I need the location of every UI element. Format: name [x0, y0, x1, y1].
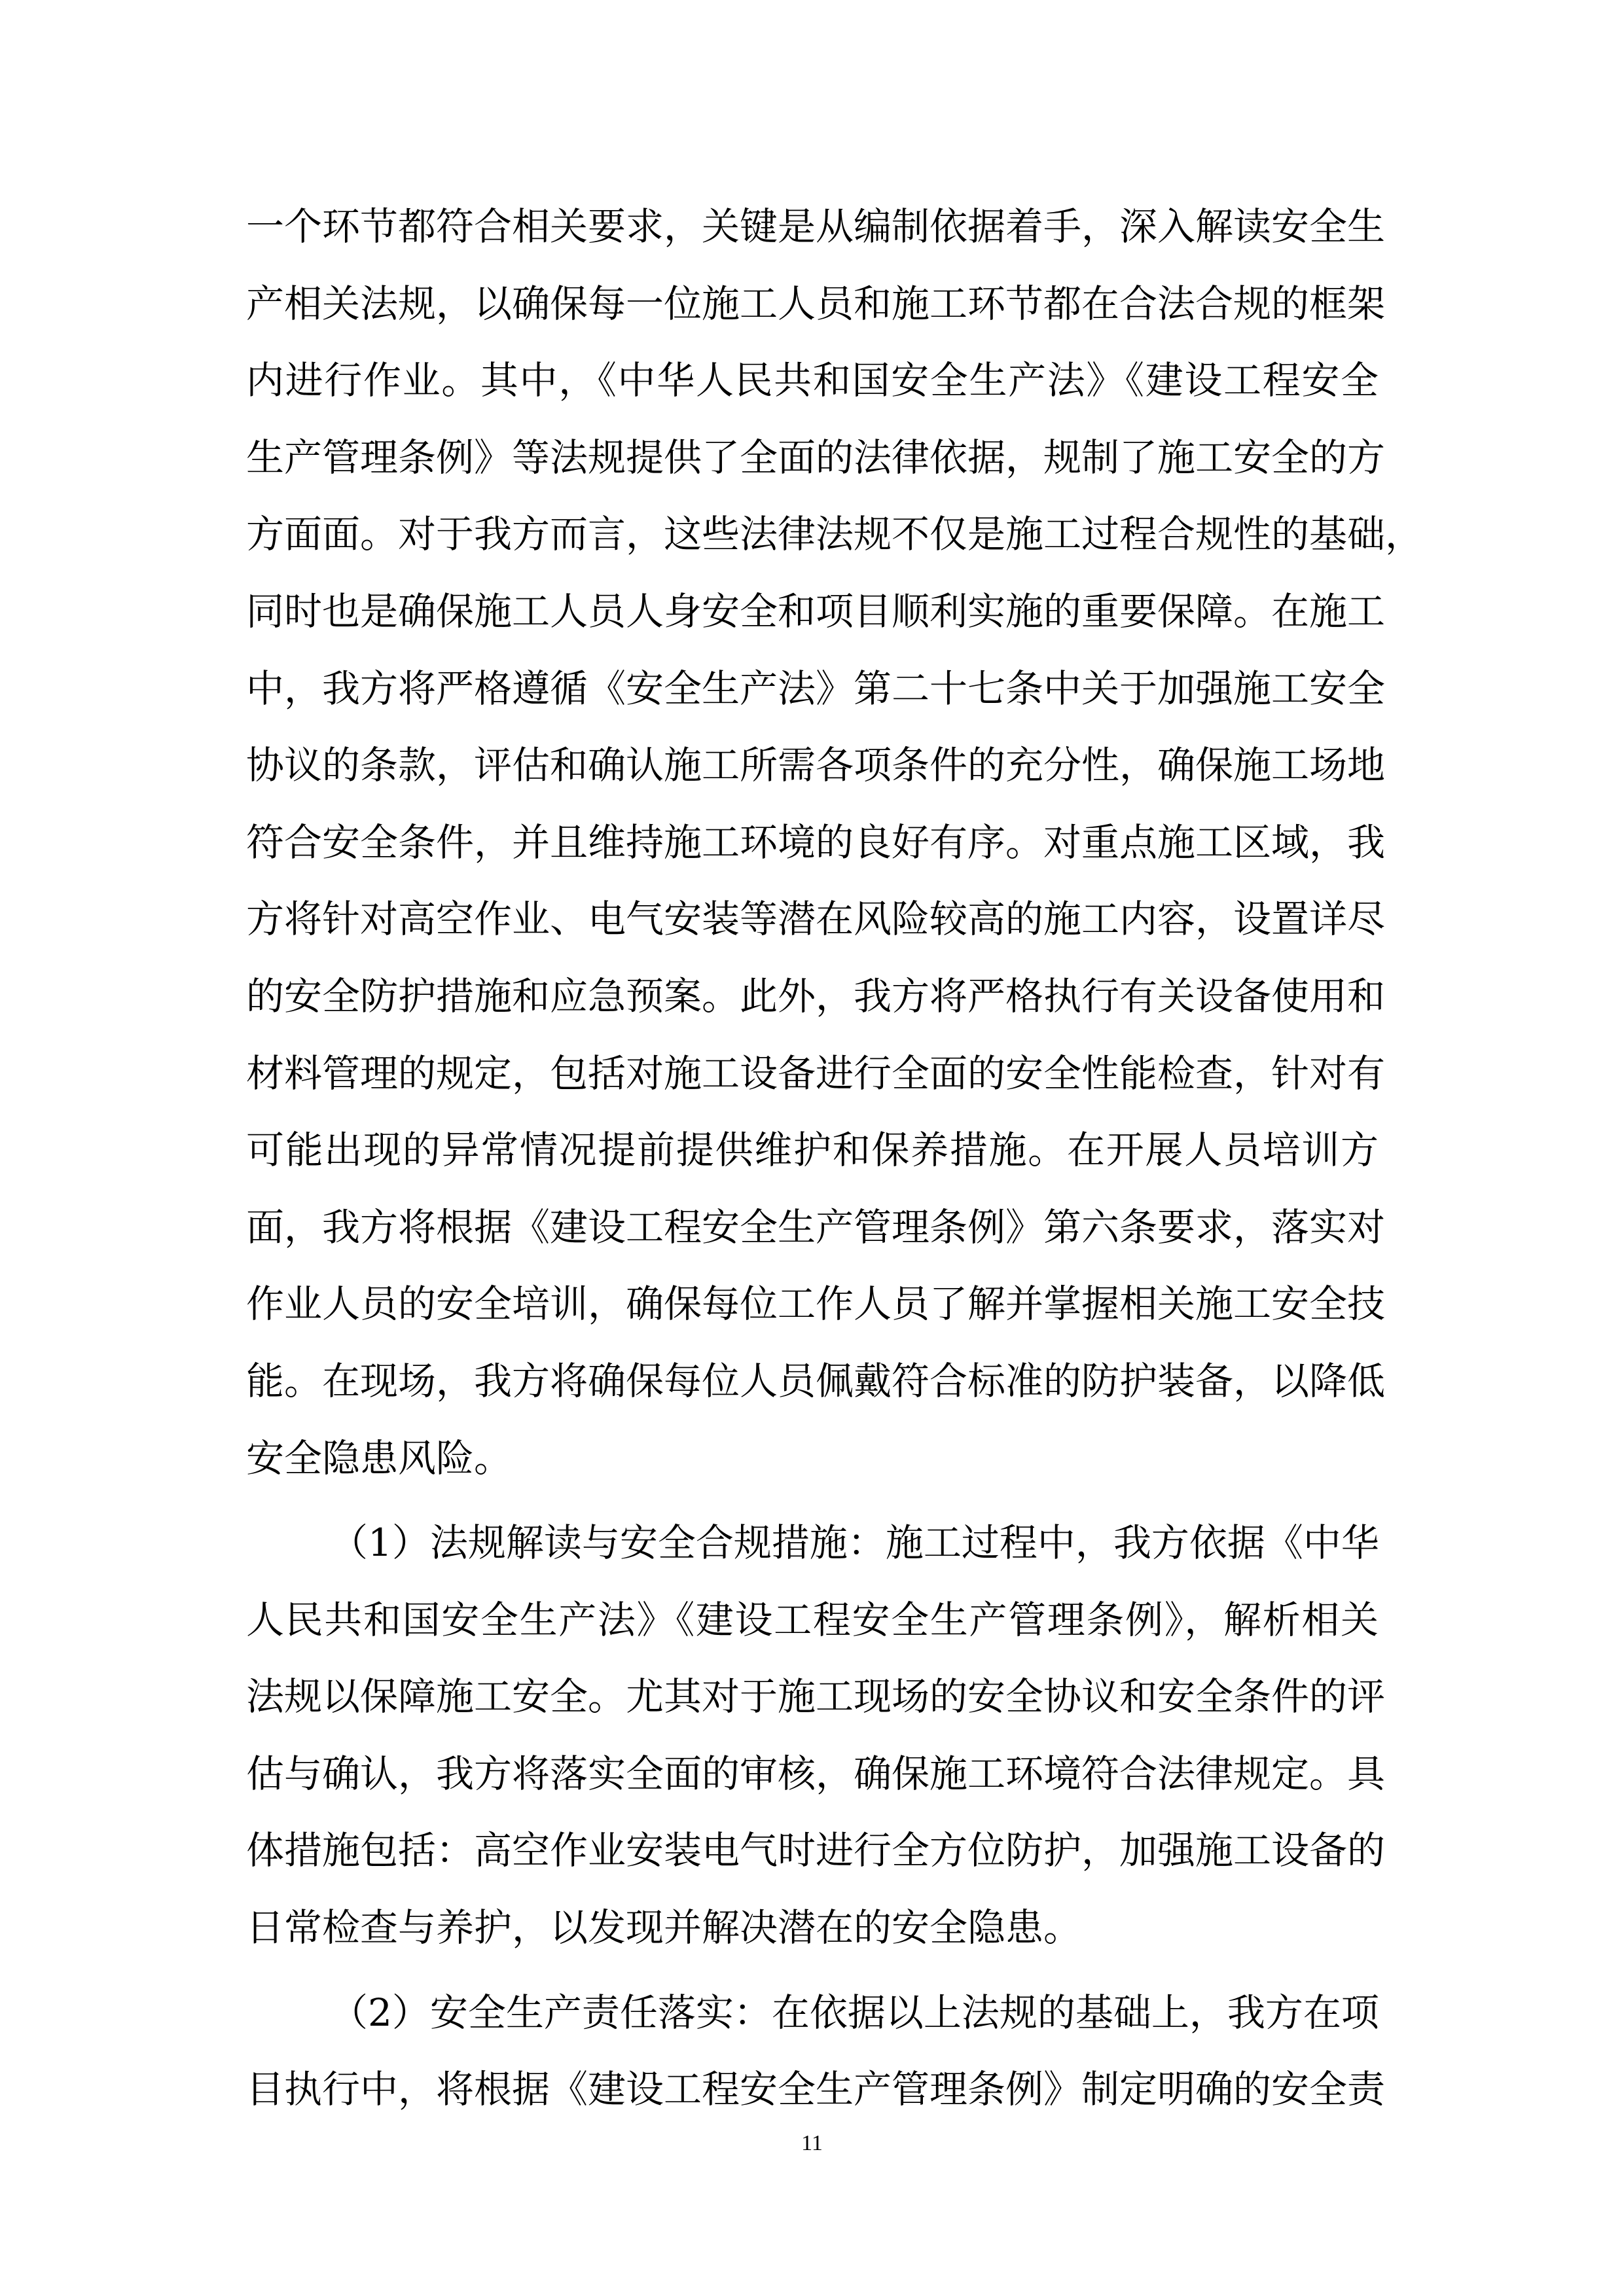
text-line: 安全隐患风险。 [246, 1435, 513, 1480]
text-line: 人民共和国安全生产法》《建设工程安全生产管理条例》，解析相关 [246, 1597, 1379, 1642]
text-line: 生产管理条例》等法规提供了全面的法律依据，规制了施工安全的方 [246, 435, 1386, 480]
text-line: 可能出现的异常情况提前提供维护和保养措施。在开展人员培训方 [246, 1128, 1379, 1173]
text-line: 协议的条款，评估和确认施工所需各项条件的充分性，确保施工场地 [246, 743, 1386, 788]
text-line: 符合安全条件，并且维持施工环境的良好有序。对重点施工区域，我 [246, 819, 1386, 865]
text-line: 面，我方将根据《建设工程安全生产管理条例》第六条要求，落实对 [246, 1204, 1386, 1249]
text-line: 产相关法规，以确保每一位施工人员和施工环节都在合法合规的框架 [246, 281, 1386, 326]
text-line: 的安全防护措施和应急预案。此外，我方将严格执行有关设备使用和 [246, 973, 1386, 1018]
text-line: 日常检查与养护，以发现并解决潜在的安全隐患。 [246, 1905, 1082, 1950]
text-line: 方面面。对于我方而言，这些法律法规不仅是施工过程合规性的基础， [246, 512, 1424, 557]
body-text [246, 188, 1424, 2128]
text-line: 法规以保障施工安全。尤其对于施工现场的安全协议和安全条件的评 [246, 1674, 1386, 1719]
paragraph-gap [246, 1497, 1379, 1505]
text-line: 同时也是确保施工人员人身安全和项目顺利实施的重要保障。在施工 [246, 588, 1386, 634]
text-line: 目执行中，将根据《建设工程安全生产管理条例》制定明确的安全责 [246, 2067, 1386, 2112]
text-line: 能。在现场，我方将确保每位人员佩戴符合标准的防护装备，以降低 [246, 1358, 1386, 1403]
text-line: （2）安全生产责任落实：在依据以上法规的基础上，我方在项 [330, 1990, 1379, 2035]
text-line: 估与确认，我方将落实全面的审核，确保施工环境符合法律规定。具 [246, 1751, 1386, 1796]
text-line: （1）法规解读与安全合规措施：施工过程中，我方依据《中华 [330, 1520, 1379, 1566]
text-line: 方将针对高空作业、电气安装等潜在风险较高的施工内容，设置详尽 [246, 897, 1386, 942]
text-line: 中，我方将严格遵循《安全生产法》第二十七条中关于加强施工安全 [246, 666, 1386, 711]
text-line: 材料管理的规定，包括对施工设备进行全面的安全性能检查，针对有 [246, 1050, 1386, 1096]
page-number: 11 [801, 2131, 823, 2155]
text-line: 内进行作业。其中，《中华人民共和国安全生产法》《建设工程安全 [246, 358, 1379, 403]
text-line: 体措施包括：高空作业安装电气时进行全方位防护，加强施工设备的 [246, 1828, 1386, 1873]
text-line: 作业人员的安全培训，确保每位工作人员了解并掌握相关施工安全技 [246, 1282, 1386, 1327]
text-line: 一个环节都符合相关要求，关键是从编制依据着手，深入解读安全生 [246, 204, 1386, 249]
paragraph-gap [246, 1967, 1379, 1975]
